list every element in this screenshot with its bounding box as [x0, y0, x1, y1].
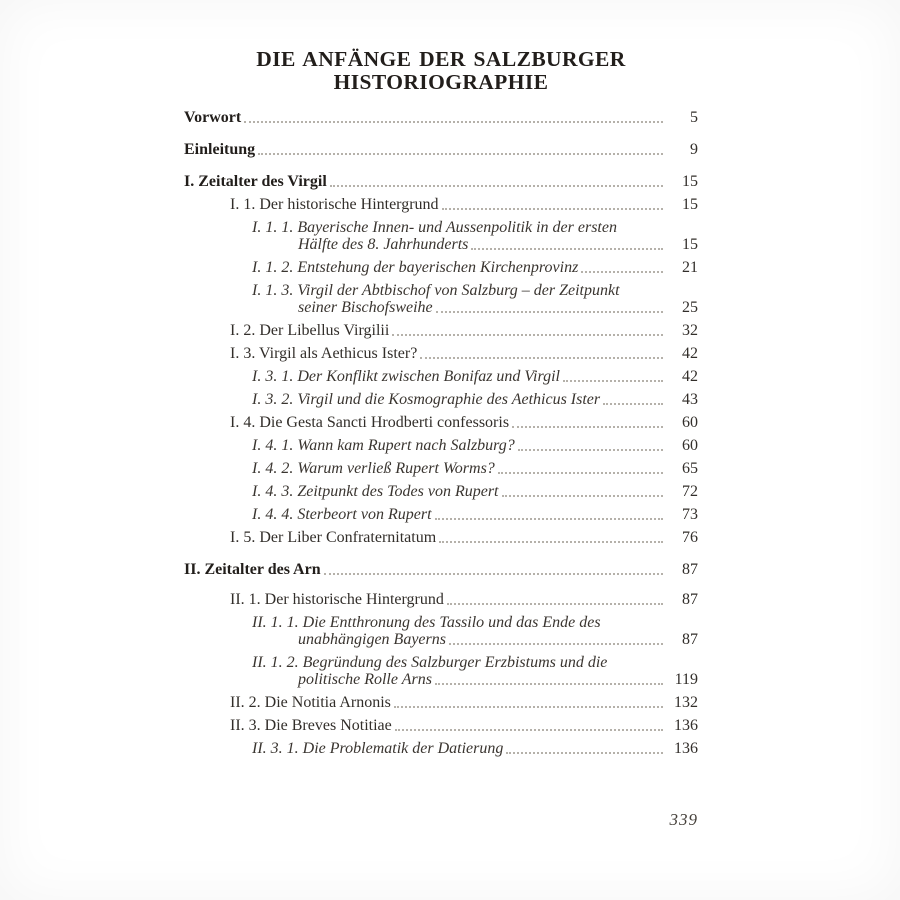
toc-entry-row [184, 173, 698, 190]
toc-entry-row [252, 614, 698, 631]
toc-entry-row [230, 322, 698, 339]
toc-entry-row [230, 345, 698, 362]
toc-entry-label: I. 3. 2. Virgil und die Kosmographie des Aethicus Ister [252, 391, 601, 408]
dot-leader [509, 414, 668, 431]
toc-entry-label: II. 2. Die Notitia Arnonis [230, 694, 391, 711]
toc-entry-label: unabhängigen Bayerns [298, 631, 446, 648]
toc-entry-page-number: 5 [690, 109, 698, 126]
toc-entry-label: I. 4. Die Gesta Sancti Hrodberti confessoris [230, 414, 510, 431]
toc-entry-page-number: 136 [674, 740, 698, 757]
toc-entry-page-number: 21 [682, 259, 698, 276]
toc-entry-row [252, 219, 698, 236]
toc-entry-page-number: 87 [682, 631, 698, 648]
dot-leader [446, 631, 668, 648]
toc-entry [184, 109, 698, 126]
toc-entry-page-number: 43 [682, 391, 698, 408]
toc-entry-label: II. 3. Die Breves Notitiae [230, 717, 392, 734]
toc-entry-row [230, 591, 698, 608]
toc-entry [184, 460, 698, 477]
toc-entry-label: I. 1. 3. Virgil der Abtbischof von Salzburg – der Zeitpunkt [252, 282, 620, 299]
toc-entry-page-number: 73 [682, 506, 698, 523]
toc-entry-page-number: 119 [674, 671, 698, 688]
toc-entry-label: I. 1. 1. Bayerische Innen- und Aussenpolitik in der ersten [252, 219, 617, 236]
toc-entry [184, 391, 698, 408]
toc-entry-row [252, 654, 698, 671]
dot-leader [560, 368, 668, 385]
toc-content-column [184, 48, 698, 757]
toc-entry-page-number: 42 [682, 368, 698, 385]
toc-entry [184, 591, 698, 608]
toc-entry [184, 173, 698, 190]
toc-list [184, 109, 698, 757]
toc-entry-row [184, 109, 698, 126]
toc-entry-row [230, 196, 698, 213]
toc-entry-row [252, 282, 698, 299]
dot-leader [439, 196, 668, 213]
toc-entry-page-number: 72 [682, 483, 698, 500]
toc-entry-label: I. 4. 4. Sterbeort von Rupert [252, 506, 432, 523]
dot-leader [515, 437, 668, 454]
toc-entry-label: Einleitung [184, 141, 256, 158]
toc-entry-row [230, 529, 698, 546]
dot-leader [321, 561, 668, 578]
toc-entry [184, 282, 698, 316]
toc-entry-page-number: 15 [682, 173, 698, 190]
dot-leader [495, 460, 668, 477]
toc-entry-page-number: 65 [682, 460, 698, 477]
toc-entry-label: II. Zeitalter des Arn [184, 561, 321, 578]
dot-leader [436, 529, 668, 546]
toc-entry-row [252, 391, 698, 408]
toc-entry [184, 614, 698, 648]
dot-leader [241, 109, 668, 126]
dot-leader [468, 236, 668, 253]
toc-entry-page-number: 42 [682, 345, 698, 362]
page-title [184, 48, 698, 94]
page-title-line-2: HISTORIOGRAPHIE [333, 70, 549, 94]
toc-entry-label: I. 1. 2. Entstehung der bayerischen Kirchenprovinz [252, 259, 579, 276]
toc-entry-label: Vorwort [184, 109, 242, 126]
dot-leader [391, 694, 668, 711]
toc-entry-page-number: 132 [674, 694, 698, 711]
toc-entry [184, 717, 698, 734]
toc-entry-label: I. 2. Der Libellus Virgilii [230, 322, 390, 339]
toc-entry-label: Hälfte des 8. Jahrhunderts [298, 236, 469, 253]
toc-entry-label: I. 4. 1. Wann kam Rupert nach Salzburg? [252, 437, 515, 454]
toc-entry [184, 483, 698, 500]
toc-entry-page-number: 32 [682, 322, 698, 339]
dot-leader [433, 299, 668, 316]
toc-entry-label: I. 3. 1. Der Konflikt zwischen Bonifaz und Virgil [252, 368, 560, 385]
toc-entry-row [252, 299, 698, 316]
toc-entry-row [184, 561, 698, 578]
folio-page-number: 339 [669, 810, 698, 829]
page-title-line-1: DIE ANFÄNGE DER SALZBURGER [256, 47, 626, 71]
toc-entry-label: I. 4. 3. Zeitpunkt des Todes von Rupert [252, 483, 499, 500]
toc-entry-label: seiner Bischofsweihe [298, 299, 433, 316]
toc-entry-row [230, 717, 698, 734]
toc-entry-row [252, 259, 698, 276]
dot-leader [417, 345, 668, 362]
toc-entry-label: II. 1. 1. Die Entthronung des Tassilo und das Ende des [252, 614, 601, 631]
toc-entry-row [230, 694, 698, 711]
toc-entry [184, 529, 698, 546]
toc-entry-page-number: 60 [682, 437, 698, 454]
toc-entry-page-number: 87 [682, 561, 698, 578]
toc-entry-label: politische Rolle Arns [298, 671, 432, 688]
toc-entry-page-number: 136 [674, 717, 698, 734]
toc-entry [184, 196, 698, 213]
toc-entry-page-number: 9 [690, 141, 698, 158]
toc-entry [184, 322, 698, 339]
toc-entry [184, 414, 698, 431]
toc-entry-page-number: 15 [682, 196, 698, 213]
dot-leader [499, 483, 669, 500]
toc-entry-row [252, 483, 698, 500]
toc-entry-label: II. 1. 2. Begründung des Salzburger Erzbistums und die [252, 654, 608, 671]
toc-entry [184, 561, 698, 578]
dot-leader [578, 259, 668, 276]
toc-entry [184, 506, 698, 523]
toc-entry-row [252, 236, 698, 253]
dot-leader [389, 322, 668, 339]
dot-leader [444, 591, 668, 608]
toc-entry [184, 368, 698, 385]
toc-entry-page-number: 87 [682, 591, 698, 608]
toc-entry-row [252, 631, 698, 648]
dot-leader [432, 671, 668, 688]
toc-entry-page-number: 15 [682, 236, 698, 253]
toc-entry-row [252, 506, 698, 523]
toc-entry-row [252, 460, 698, 477]
toc-entry-label: I. Zeitalter des Virgil [184, 173, 327, 190]
toc-entry [184, 345, 698, 362]
toc-entry-row [252, 671, 698, 688]
toc-entry-page-number: 60 [682, 414, 698, 431]
dot-leader [327, 173, 668, 190]
toc-entry-row [252, 437, 698, 454]
toc-entry-label: II. 3. 1. Die Problematik der Datierung [252, 740, 504, 757]
toc-entry [184, 654, 698, 688]
toc-entry-row [230, 414, 698, 431]
toc-entry-label: I. 5. Der Liber Confraternitatum [230, 529, 437, 546]
toc-entry-page-number: 25 [682, 299, 698, 316]
toc-entry-row [252, 368, 698, 385]
dot-leader [600, 391, 668, 408]
toc-entry-label: I. 1. Der historische Hintergrund [230, 196, 439, 213]
toc-entry [184, 694, 698, 711]
dot-leader [432, 506, 668, 523]
dot-leader [392, 717, 668, 734]
toc-entry [184, 219, 698, 253]
dot-leader [255, 141, 668, 158]
toc-entry [184, 141, 698, 158]
toc-entry-label: I. 4. 2. Warum verließ Rupert Worms? [252, 460, 495, 477]
toc-entry [184, 437, 698, 454]
toc-entry-label: II. 1. Der historische Hintergrund [230, 591, 444, 608]
toc-entry [184, 740, 698, 757]
toc-entry-row [184, 141, 698, 158]
toc-entry-label: I. 3. Virgil als Aethicus Ister? [230, 345, 418, 362]
toc-entry-page-number: 76 [682, 529, 698, 546]
toc-entry [184, 259, 698, 276]
dot-leader [503, 740, 668, 757]
toc-entry-row [252, 740, 698, 757]
